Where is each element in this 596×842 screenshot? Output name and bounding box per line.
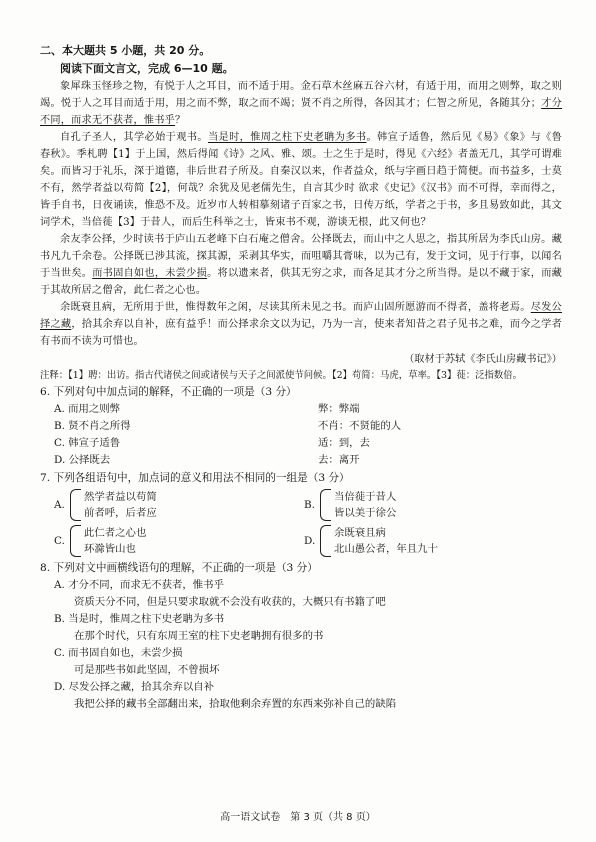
option-explanation: 适：到，去 <box>318 437 370 449</box>
passage-text: 象犀珠玉怪珍之物，有悦于人之耳目，而不适于用。金石草木丝麻五谷六材，有适于用，而用之则弊，取之则竭。悦于人之耳目而适于用，用之而不弊，取之而不竭；贤不肖之所得，各因其才；仁智之所见，各随其分； <box>40 81 562 109</box>
question-7-stem: 7. 下列各组语句中，加点词的意义和用法不相同的一组是（3 分） <box>40 472 350 484</box>
question-8-option-b[interactable]: B. 当是时，惟周之柱下史老聃为多书 <box>54 613 225 625</box>
option-line: 当倍蓰于昔人 <box>334 491 397 503</box>
option-label: A. <box>54 499 65 511</box>
option-line: 前者呼，后者应 <box>84 507 157 519</box>
passage-paragraph-4 <box>40 299 562 350</box>
option-line: 北山愚公者，年且九十 <box>334 543 438 555</box>
passage-text: 余既衰且病，无所用于世，惟得数年之闲，尽读其所未见之书。而庐山固所愿游而不得者，盖将老焉。 <box>60 302 531 313</box>
brace <box>70 489 81 521</box>
question-8-option-d[interactable]: D. 尽发公择之藏，拾其余弃以自补 <box>54 681 215 693</box>
brace <box>320 489 331 521</box>
option-explanation: 弊：弊端 <box>318 403 360 415</box>
option-explanation: 在那个时代，只有东周王室的柱下史老聃拥有很多的书 <box>74 630 324 642</box>
question-7-option-a[interactable] <box>54 487 304 523</box>
passage-paragraph-2 <box>40 129 562 231</box>
passage-text: 。将以遗来者，供其无穷之求，而各足其才分之所当得。是以不藏于家，而藏于其故所居之僧舍，此仁者之心也。 <box>40 268 563 296</box>
option-explanation: 资质天分不同，但是只要求取就不会没有收获的，大概只有书籍了吧 <box>74 596 386 608</box>
brace <box>320 525 331 557</box>
option-explanation: 不肖：不贤能的人 <box>318 420 402 432</box>
underlined-sentence-c: 而书固自如也，未尝少损 <box>92 268 208 279</box>
option-line: 皆以美于徐公 <box>334 507 397 519</box>
option-explanation: 我把公择的藏书全部翻出来，拾取他剩余弃置的东西来弥补自己的缺陷 <box>74 698 397 710</box>
underlined-sentence-b: 当是时，惟周之柱下史老聃为多书 <box>207 132 367 143</box>
passage-notes: 注释：【1】聘：出访。指古代诸侯之间或诸侯与天子之间派使节问候。【2】苟简：马虎，草率。【3】蓰：泛指数倍。 <box>40 370 522 381</box>
option-label: C. <box>54 535 65 547</box>
underlined-sentence-a: 才分不同，而求无不获者，惟书乎 <box>40 98 562 126</box>
brace <box>70 525 81 557</box>
question-6-stem: 6. 下列对句中加点词的解释，不正确的一项是（3 分） <box>40 386 297 398</box>
question-8-option-a[interactable]: A. 才分不同，而求无不获者，惟书乎 <box>54 579 224 591</box>
question-7-option-d[interactable] <box>304 523 562 559</box>
passage-source: （取材于苏轼《李氏山房藏书记》） <box>404 354 562 365</box>
option-sentence: D. 公择既去 <box>54 454 111 466</box>
passage-paragraph-1 <box>40 78 562 129</box>
option-label: D. <box>304 535 316 547</box>
option-label: B. <box>304 499 315 511</box>
question-7-option-b[interactable] <box>304 487 562 523</box>
option-line: 余既衰且病 <box>334 527 386 539</box>
section-title: 二、本大题共 5 小题，共 20 分。 <box>40 44 211 57</box>
option-explanation: 去：离开 <box>318 454 360 466</box>
question-8-option-c[interactable]: C. 而书固自如也，未尝少损 <box>54 647 183 659</box>
page-footer: 高一语文试卷 第 3 页（共 8 页） <box>220 812 376 823</box>
question-6-option-c[interactable] <box>40 435 562 452</box>
passage-text: 自孔子圣人，其学必始于观书。 <box>60 132 208 143</box>
underlined-sentence-d: 尽发公择之藏 <box>40 302 562 330</box>
question-6-option-b[interactable] <box>40 418 562 435</box>
option-sentence: C. 韩宣子适鲁 <box>54 437 121 449</box>
question-8 <box>40 560 562 713</box>
question-6-option-a[interactable] <box>40 401 562 418</box>
option-line: 此仁者之心也 <box>84 527 147 539</box>
question-7-options <box>40 487 562 559</box>
question-6-option-d[interactable] <box>40 452 562 469</box>
section-instruction: 阅读下面文言文，完成 6—10 题。 <box>60 62 234 75</box>
passage-text: 余友李公择，少时读书于庐山五老峰下白石庵之僧舍。公择既去，而山中之人思之，指其所居为李氏山房。藏书凡九千余卷。公择既已涉其流，探其源，采剥其华实，而咀嚼其膏味，以为己有，发于文词，见于行事，以闻名于当世矣。 <box>40 234 562 279</box>
option-line: 然学者益以苟简 <box>84 491 157 503</box>
question-8-stem: 8. 下列对文中画横线语句的理解，不正确的一项是（3 分） <box>40 562 318 574</box>
passage-paragraph-3 <box>40 231 562 299</box>
passage-text: 。韩宣子适鲁，然后见《易》《象》与《鲁春秋》。季札聘【1】于上国，然后得闻《诗》之风、雅、颂。士之生于是时，得见《六经》者盖无几，其学可谓难矣。而皆习于礼乐，深于道德，非后世君子所及。自秦汉以来，作者益众，纸与字画日趋于简便。而书益多，士莫不有，然学者益以苟简【2】，何哉？余犹及见老儒先生，自言其少时 欲求《史记》《汉书》而不可得，幸而得之，皆手自书，日夜诵读，惟恐不及。近岁市人转相摹刻诸子百家之书，日传万纸，学者之于书，多且易致如此，其文词学术，当倍蓰【3】于昔人，而后生科举之士，皆束书不观，游谈无根，此又何也？ <box>40 132 562 228</box>
option-sentence: B. 贤不肖之所得 <box>54 420 131 432</box>
question-7-option-c[interactable] <box>54 523 304 559</box>
passage-text: ？ <box>175 115 186 126</box>
option-line: 环滁皆山也 <box>84 543 136 555</box>
option-explanation: 可是那些书如此坚固，不曾损坏 <box>74 664 220 676</box>
option-sentence: A. 而用之则弊 <box>54 403 121 415</box>
passage-text: ，拾其余弃以自补，庶有益乎！而公择求余文以为记，乃为一言，使来者知昔之君子见书之难，而今之学者有书而不读为可惜也。 <box>40 319 562 347</box>
